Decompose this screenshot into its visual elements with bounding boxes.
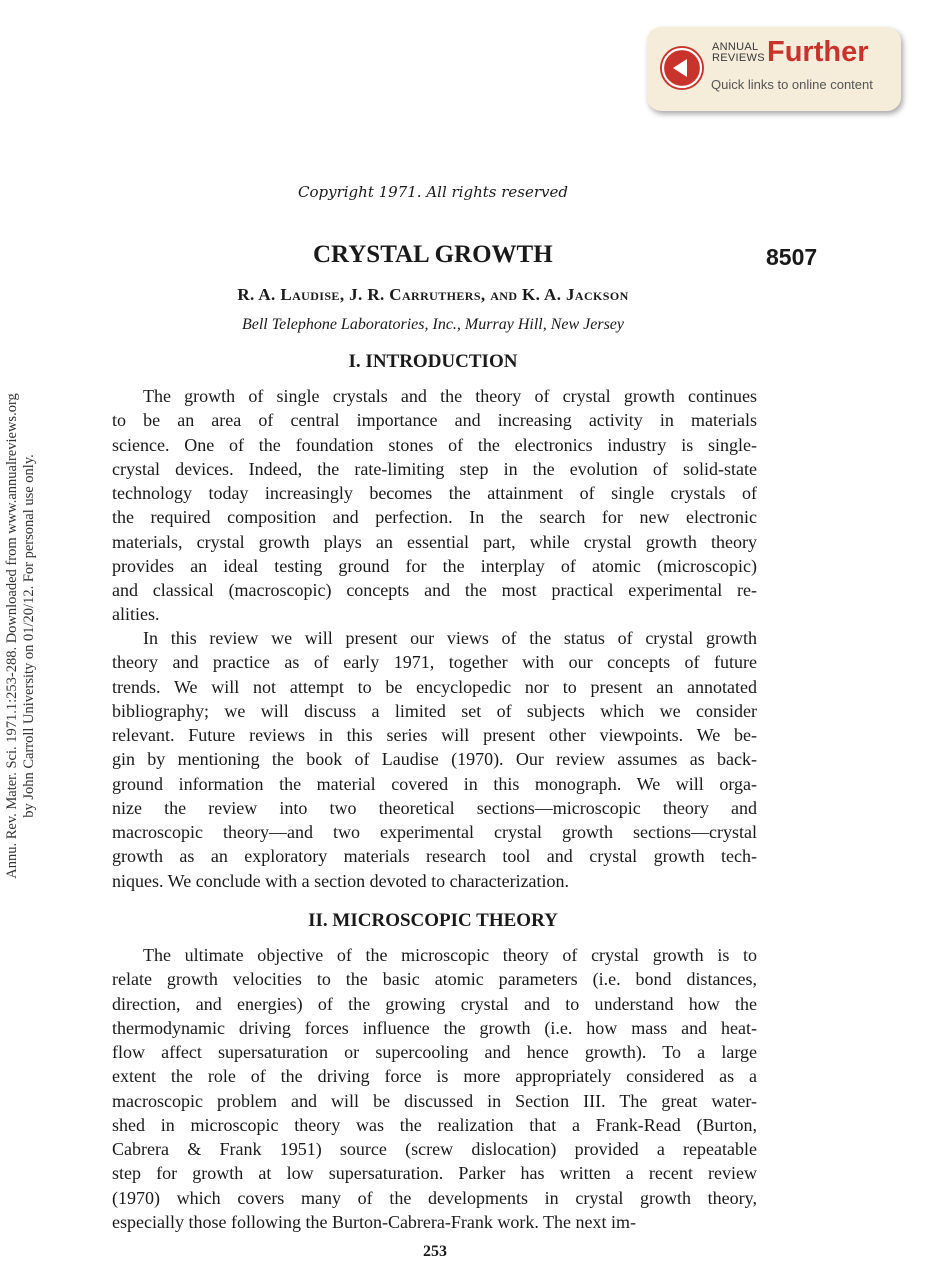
text-line: The growth of single crystals and the theory of crystal growth continues	[143, 386, 757, 406]
text-line: flow affect supersaturation or supercooling and hence growth). To a large	[112, 1042, 757, 1062]
affiliation: Bell Telephone Laboratories, Inc., Murray Hill, New Jersey	[241, 316, 625, 333]
text-line: especially those following the Burton-Cabrera-Frank work. The next im-	[112, 1211, 637, 1232]
text-line: the required composition and perfection. In the search for new electronic	[112, 507, 757, 528]
text-line: trends. We will not attempt to be encyclopedic nor to present an annotated	[112, 676, 757, 697]
text-line: and classical (macroscopic) concepts and the most practical experimental re-	[112, 580, 757, 600]
text-line: nize the review into two theoretical sections—microscopic theory and	[112, 797, 757, 818]
download-notice-line1: Annu. Rev. Mater. Sci. 1971.1:253-288. Downloaded from www.annualreviews.org	[4, 393, 20, 879]
section-heading-introduction: I. INTRODUCTION	[348, 351, 518, 372]
further-label: Further	[767, 36, 869, 68]
text-line: technology today increasingly becomes the attainment of single crystals of	[112, 483, 757, 503]
text-line: The ultimate objective of the microscopic theory of crystal growth is to	[143, 945, 757, 965]
text-line: direction, and energies) of the growing crystal and to understand how the	[112, 993, 757, 1014]
text-line: relate growth velocities to the basic atomic parameters (i.e. bond distances,	[112, 969, 757, 990]
copyright-notice: Copyright 1971. All rights reserved	[298, 183, 568, 201]
intro-paragraph-1	[112, 384, 757, 627]
text-line: niques. We conclude with a section devoted to characterization.	[112, 870, 570, 891]
text-line: theory and practice as of early 1971, together with our concepts of future	[112, 652, 757, 673]
badge-subtitle: Quick links to online content	[711, 77, 873, 92]
text-line: relevant. Future reviews in this series will present other viewpoints. We be-	[112, 725, 757, 745]
microscopic-paragraph-1	[112, 943, 757, 1234]
article-title: CRYSTAL GROWTH	[313, 241, 553, 268]
text-line: gin by mentioning the book of Laudise (1970). Our review assumes as back-	[112, 749, 757, 770]
text-line: extent the role of the driving force is more appropriately considered as a	[112, 1066, 757, 1087]
text-line: step for growth at low supersaturation. Parker has written a recent review	[112, 1163, 757, 1184]
text-line: Cabrera & Frank 1951) source (screw dislocation) provided a repeatable	[112, 1139, 757, 1159]
text-line: crystal devices. Indeed, the rate-limiting step in the evolution of solid-state	[112, 458, 757, 479]
article-code: 8507	[766, 244, 818, 270]
further-badge[interactable]	[647, 27, 901, 111]
text-line: ground information the material covered in this monograph. We will orga-	[112, 773, 757, 794]
page-number: 253	[423, 1243, 447, 1260]
text-line: macroscopic theory—and two experimental crystal growth sections—crystal	[112, 822, 757, 842]
text-line: thermodynamic driving forces influence the growth (i.e. how mass and heat-	[112, 1017, 757, 1038]
left-arrow-icon[interactable]	[660, 46, 704, 90]
reviews-label: REVIEWS	[712, 52, 765, 64]
download-notice-line2: by John Carroll University on 01/20/12. For personal use only.	[20, 454, 37, 818]
text-line: In this review we will present our views of the status of crystal growth	[143, 628, 757, 648]
text-line: to be an area of central importance and increasing activity in materials	[112, 410, 757, 431]
authors: R. A. Laudise, J. R. Carruthers, and K. A. Jackson	[237, 285, 629, 304]
text-line: macroscopic problem and will be discussed in Section III. The great water-	[112, 1090, 757, 1111]
annual-reviews-label	[712, 42, 765, 64]
text-line: materials, crystal growth plays an essential part, while crystal growth theory	[112, 531, 757, 552]
text-line: (1970) which covers many of the developments in crystal growth theory,	[112, 1187, 757, 1208]
text-line: shed in microscopic theory was the realization that a Frank-Read (Burton,	[112, 1114, 757, 1135]
text-line: alities.	[112, 604, 160, 625]
intro-paragraph-2	[112, 626, 757, 893]
download-notice	[4, 352, 44, 920]
text-line: bibliography; we will discuss a limited set of subjects which we consider	[112, 700, 757, 721]
text-line: science. One of the foundation stones of the electronics industry is single-	[112, 434, 757, 455]
text-line: provides an ideal testing ground for the interplay of atomic (microscopic)	[112, 555, 757, 576]
annual-label: ANNUAL	[712, 41, 759, 53]
section-heading-microscopic-theory: II. MICROSCOPIC THEORY	[308, 910, 558, 931]
text-line: growth as an exploratory materials research tool and crystal growth tech-	[112, 846, 757, 867]
